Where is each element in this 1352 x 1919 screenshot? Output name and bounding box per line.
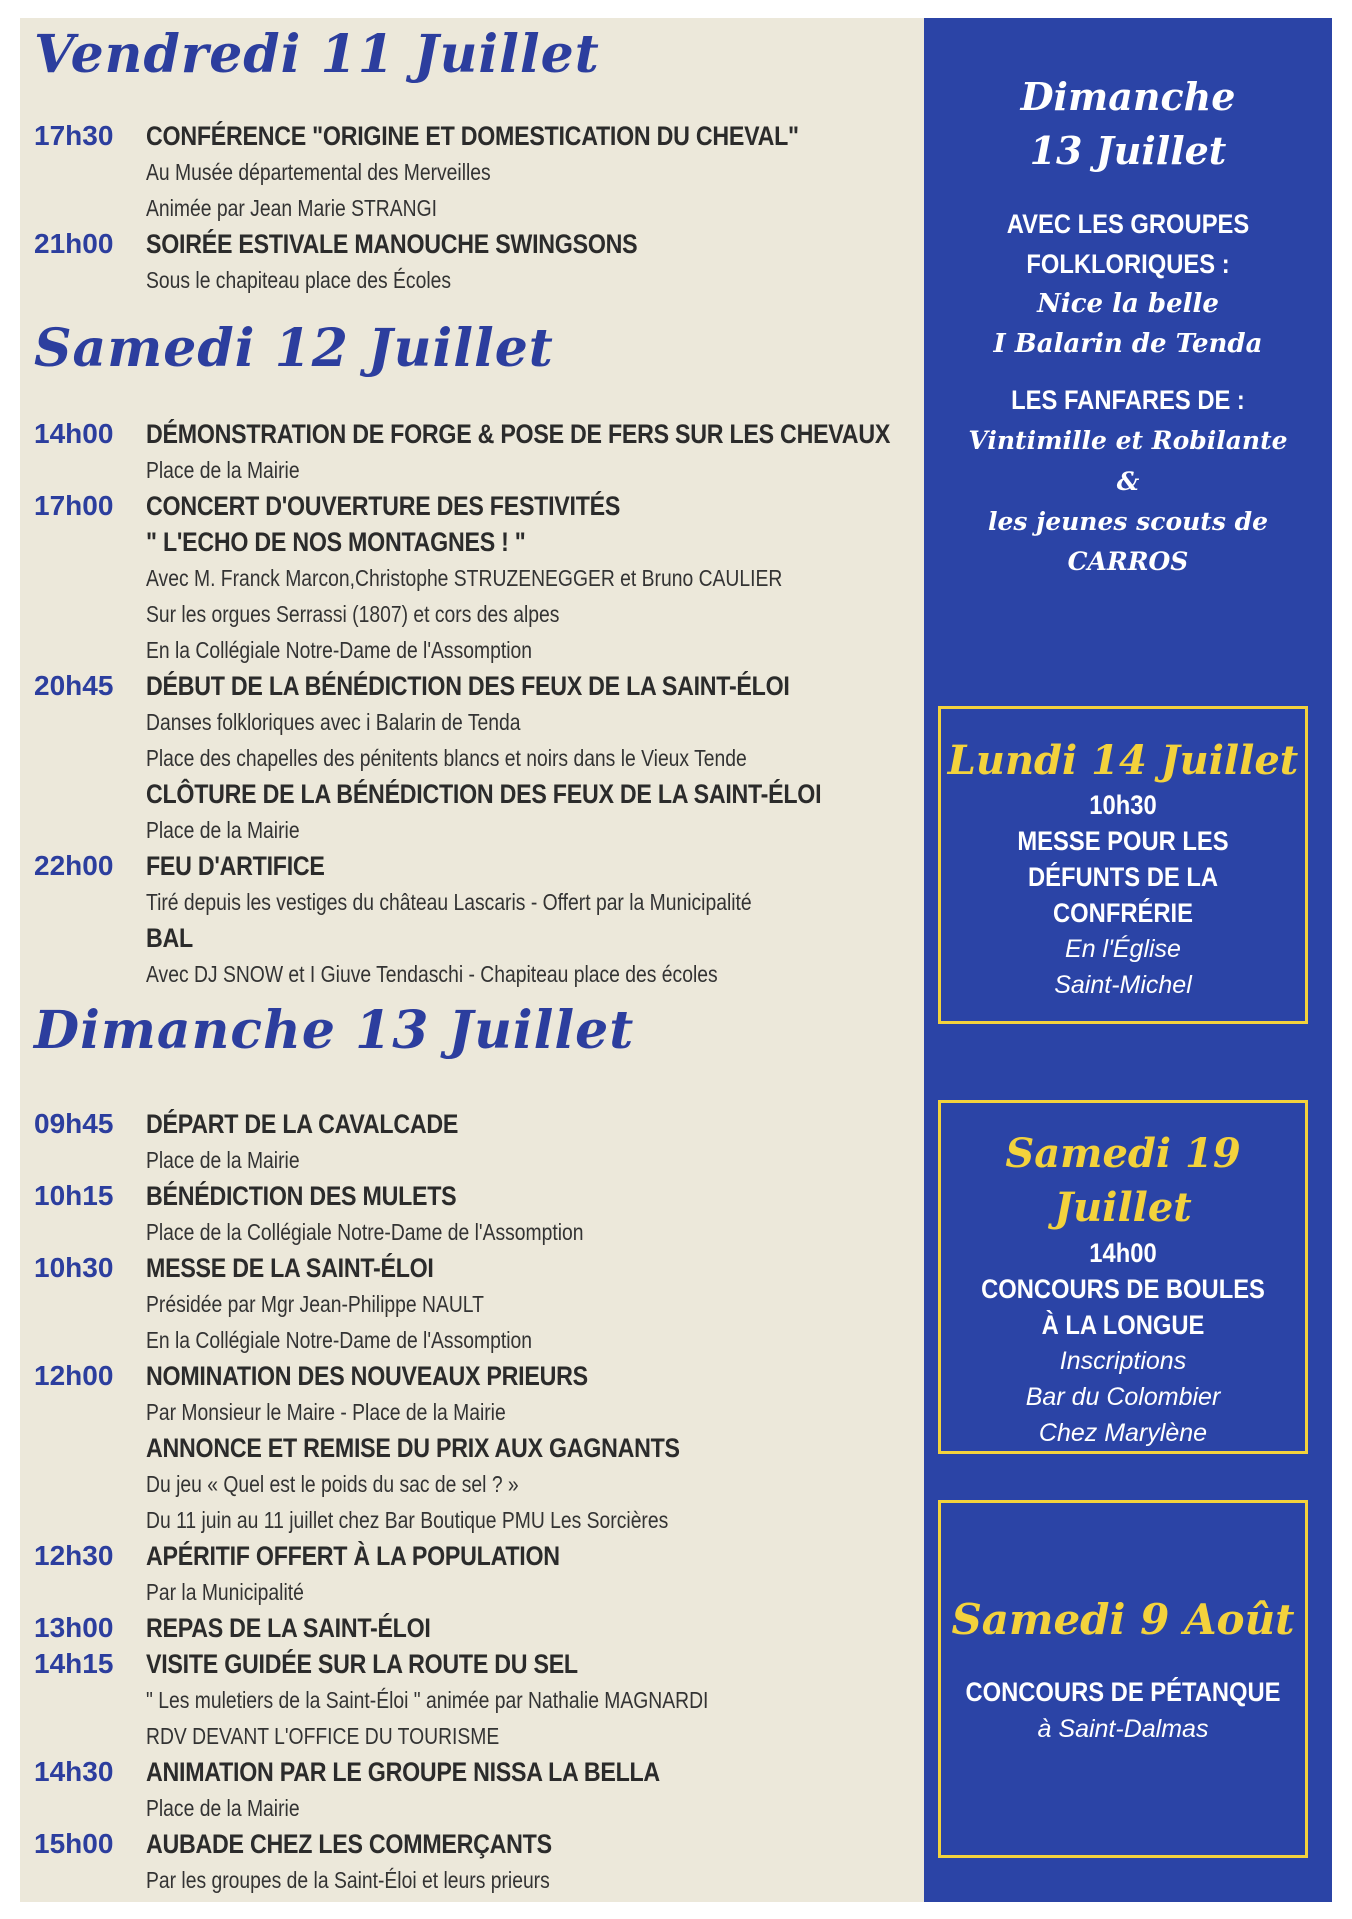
event-title: NOMINATION DES NOUVEAUX PRIEURS xyxy=(146,1361,588,1391)
event-item xyxy=(34,416,934,488)
event-detail: En la Collégiale Notre-Dame de l'Assomption xyxy=(146,637,532,663)
sat19-title: Samedi 19 Juillet xyxy=(1005,1130,1241,1231)
event-title: CLÔTURE DE LA BÉNÉDICTION DES FEUX DE LA SAINT-ÉLOI xyxy=(146,779,822,809)
event-detail: Avec M. Franck Marcon,Christophe STRUZENEGGER et Bruno CAULIER xyxy=(146,565,783,591)
event-time xyxy=(34,776,146,848)
event-time: 10h15 xyxy=(34,1180,114,1211)
sidebar-scouts-1: les jeunes scouts de xyxy=(987,507,1269,536)
event-time xyxy=(34,920,146,992)
saturday-19-box xyxy=(938,1100,1308,1454)
event-time: 12h00 xyxy=(34,1360,114,1391)
event-item xyxy=(34,1826,934,1898)
event-detail: Par Monsieur le Maire - Place de la Mairie xyxy=(146,1399,506,1425)
event-detail: Du jeu « Quel est le poids du sac de sel ? » xyxy=(146,1471,519,1497)
event-detail: Par les groupes de la Saint-Éloi et leurs prieurs xyxy=(146,1867,550,1893)
event-title: VISITE GUIDÉE SUR LA ROUTE DU SEL xyxy=(146,1649,578,1679)
sat9-title: Samedi 9 Août xyxy=(951,1595,1295,1644)
monday-place1: En l'Église xyxy=(1065,935,1181,963)
event-detail: Animée par Jean Marie STRANGI xyxy=(146,195,437,221)
sidebar-groups-1: AVEC LES GROUPES xyxy=(1006,209,1250,239)
event-title: ANIMATION PAR LE GROUPE NISSA LA BELLA xyxy=(146,1757,660,1787)
event-item xyxy=(34,488,934,668)
sat9-place: à Saint-Dalmas xyxy=(1037,1715,1209,1743)
event-item xyxy=(34,1754,934,1826)
sidebar-sunday-title-1: Dimanche xyxy=(1020,74,1236,119)
event-detail: Place de la Collégiale Notre-Dame de l'Assomption xyxy=(146,1219,584,1245)
schedule-column xyxy=(20,18,932,1902)
event-item xyxy=(34,1646,934,1754)
sat19-info1: Inscriptions xyxy=(1059,1347,1187,1375)
event-title: DÉPART DE LA CAVALCADE xyxy=(146,1109,459,1139)
day-title-saturday: Samedi 12 Juillet xyxy=(34,318,554,379)
event-title: DÉMONSTRATION DE FORGE & POSE DE FERS SUR LES CHEVAUX xyxy=(146,419,891,449)
day-title-sunday: Dimanche 13 Juillet xyxy=(34,1000,635,1061)
event-time: 15h00 xyxy=(34,1828,114,1859)
event-title: FEU D'ARTIFICE xyxy=(146,851,325,881)
event-title: SOIRÉE ESTIVALE MANOUCHE SWINGSONS xyxy=(146,229,638,259)
event-detail: Place de la Mairie xyxy=(146,817,300,843)
event-item xyxy=(34,226,934,298)
monday-line1: MESSE POUR LES xyxy=(1017,826,1229,856)
saturday-events xyxy=(34,416,934,992)
event-detail: Place de la Mairie xyxy=(146,457,300,483)
event-subtitle: " L'ECHO DE NOS MONTAGNES ! " xyxy=(146,527,526,557)
event-time: 10h30 xyxy=(34,1252,114,1283)
event-time: 14h30 xyxy=(34,1756,114,1787)
sidebar-group-b: I Balarin de Tenda xyxy=(993,329,1263,359)
monday-box xyxy=(938,706,1308,1024)
sidebar-sunday-title-2: 13 Juillet xyxy=(1029,128,1227,173)
sidebar-ampersand: & xyxy=(1116,467,1140,496)
sat19-line2: À LA LONGUE xyxy=(1041,1310,1205,1340)
event-title: BÉNÉDICTION DES MULETS xyxy=(146,1181,457,1211)
event-detail: Danses folkloriques avec i Balarin de Tenda xyxy=(146,709,521,735)
event-title: APÉRITIF OFFERT À LA POPULATION xyxy=(146,1541,560,1571)
monday-line3: CONFRÉRIE xyxy=(1053,898,1193,928)
event-title: REPAS DE LA SAINT-ÉLOI xyxy=(146,1613,431,1643)
day-title-friday: Vendredi 11 Juillet xyxy=(34,24,600,85)
event-detail: Sous le chapiteau place des Écoles xyxy=(146,267,452,293)
event-item xyxy=(34,848,934,920)
event-detail: Place des chapelles des pénitents blancs et noirs dans le Vieux Tende xyxy=(146,745,747,771)
event-title: BAL xyxy=(146,923,193,953)
event-time: 22h00 xyxy=(34,850,114,881)
event-detail: Sur les orgues Serrassi (1807) et cors des alpes xyxy=(146,601,560,627)
event-detail: Tiré depuis les vestiges du château Lascaris - Offert par la Municipalité xyxy=(146,889,752,915)
event-item xyxy=(34,776,934,848)
event-item xyxy=(34,1538,934,1610)
event-detail: Place de la Mairie xyxy=(146,1147,300,1173)
sidebar-groups-2: FOLKLORIQUES : xyxy=(1026,249,1230,279)
event-item xyxy=(34,668,934,776)
event-time: 12h30 xyxy=(34,1540,114,1571)
event-title: ANNONCE ET REMISE DU PRIX AUX GAGNANTS xyxy=(146,1433,680,1463)
event-title: CONCERT D'OUVERTURE DES FESTIVITÉS xyxy=(146,491,621,521)
event-item xyxy=(34,1250,934,1358)
event-time: 14h00 xyxy=(34,418,114,449)
event-time: 20h45 xyxy=(34,670,114,701)
sidebar-fanfares-names: Vintimille et Robilante xyxy=(968,426,1288,455)
friday-events xyxy=(34,118,934,298)
event-title: MESSE DE LA SAINT-ÉLOI xyxy=(146,1253,434,1283)
sat9-line1: CONCOURS DE PÉTANQUE xyxy=(965,1677,1281,1707)
sat19-info2: Bar du Colombier xyxy=(1025,1383,1221,1411)
event-item xyxy=(34,118,934,226)
sat19-line1: CONCOURS DE BOULES xyxy=(981,1274,1265,1304)
event-time: 13h00 xyxy=(34,1612,114,1643)
event-detail: Au Musée départemental des Merveilles xyxy=(146,159,491,185)
event-time: 17h30 xyxy=(34,120,114,151)
monday-time: 10h30 xyxy=(1089,790,1157,820)
event-title: DÉBUT DE LA BÉNÉDICTION DES FEUX DE LA SAINT-ÉLOI xyxy=(146,671,790,701)
monday-place2: Saint-Michel xyxy=(1054,971,1192,999)
monday-line2: DÉFUNTS DE LA xyxy=(1027,862,1219,892)
event-title: AUBADE CHEZ LES COMMERÇANTS xyxy=(146,1829,552,1859)
event-detail: Place de la Mairie xyxy=(146,1795,300,1821)
sunday-events xyxy=(34,1106,934,1898)
event-item xyxy=(34,920,934,992)
event-detail: Présidée par Mgr Jean-Philippe NAULT xyxy=(146,1291,484,1317)
sidebar-fanfares: LES FANFARES DE : xyxy=(1011,385,1245,415)
event-detail: Du 11 juin au 11 juillet chez Bar Boutique PMU Les Sorcières xyxy=(146,1507,669,1533)
sat19-time: 14h00 xyxy=(1089,1238,1157,1268)
event-detail: Avec DJ SNOW et I Giuve Tendaschi - Chapiteau place des écoles xyxy=(146,961,718,987)
sidebar-panel xyxy=(924,18,1332,1902)
event-item xyxy=(34,1430,934,1538)
monday-title: Lundi 14 Juillet xyxy=(947,737,1299,784)
event-detail: " Les muletiers de la Saint-Éloi " animée par Nathalie MAGNARDI xyxy=(146,1687,709,1713)
sidebar-scouts-2: CARROS xyxy=(1067,547,1189,576)
event-time: 09h45 xyxy=(34,1108,114,1139)
sat19-info3: Chez Marylène xyxy=(1038,1419,1208,1447)
event-item xyxy=(34,1610,934,1646)
event-item xyxy=(34,1106,934,1178)
event-time: 17h00 xyxy=(34,490,114,521)
event-item xyxy=(34,1358,934,1430)
saturday-9-box xyxy=(938,1500,1308,1858)
event-detail: Par la Municipalité xyxy=(146,1579,304,1605)
event-time: 21h00 xyxy=(34,228,114,259)
event-time xyxy=(34,1430,146,1538)
event-time: 14h15 xyxy=(34,1648,114,1679)
sunday-highlight xyxy=(924,70,1332,582)
event-title: CONFÉRENCE "ORIGINE ET DOMESTICATION DU CHEVAL" xyxy=(146,121,799,151)
event-detail: En la Collégiale Notre-Dame de l'Assomption xyxy=(146,1327,532,1353)
event-detail: RDV DEVANT L'OFFICE DU TOURISME xyxy=(146,1723,500,1749)
event-item xyxy=(34,1178,934,1250)
program-sheet xyxy=(20,18,1332,1902)
sidebar-group-a: Nice la belle xyxy=(1037,289,1219,319)
